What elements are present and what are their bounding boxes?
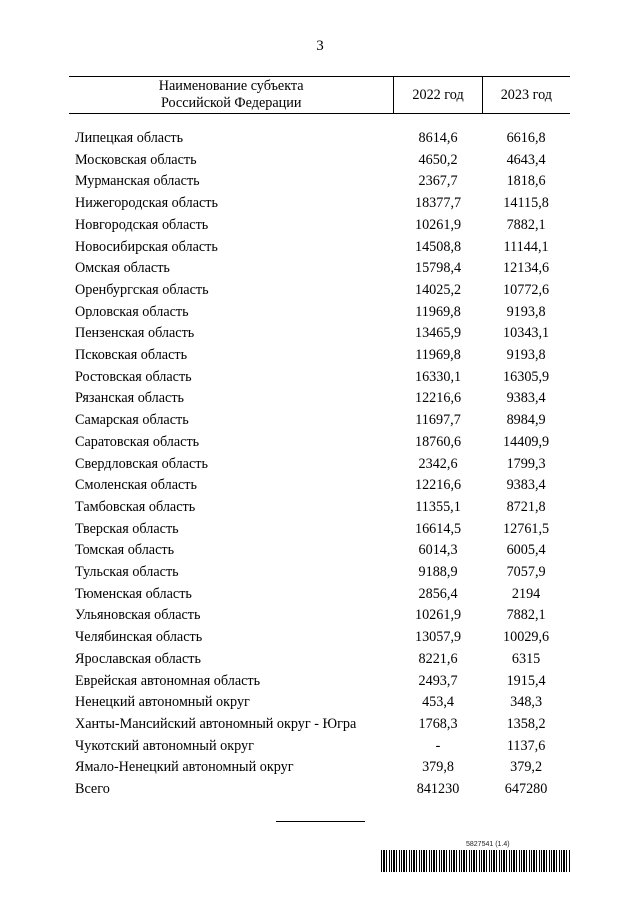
value-2022-cell: 2493,7: [418, 672, 458, 689]
subjects-table: [69, 76, 570, 801]
value-2023-cell: 2194: [511, 585, 541, 602]
value-2023-cell: 1818,6: [506, 173, 546, 190]
subject-name-cell: Новгородская область: [75, 216, 209, 233]
page-number: 3: [316, 38, 324, 54]
value-2022-cell: 1768,3: [418, 715, 458, 732]
value-2023-cell: 10343,1: [503, 325, 550, 342]
table-row: [69, 540, 570, 562]
table-row: [69, 736, 570, 758]
value-2023-cell: 7882,1: [506, 607, 546, 624]
column-header-2023: 2023 год: [482, 77, 570, 114]
value-2023-cell: 9193,8: [506, 347, 546, 364]
value-2022-cell: 379,8: [422, 759, 454, 776]
value-2022-cell: 10261,9: [414, 216, 462, 233]
subject-name-cell: Чукотский автономный округ: [75, 737, 254, 754]
value-2022-cell: 11969,8: [415, 347, 461, 364]
table-row: [69, 193, 570, 215]
table-row: [69, 584, 570, 606]
value-2023-cell: 6616,8: [506, 130, 546, 146]
value-2022-cell: 8614,6: [418, 130, 458, 146]
value-2023-cell: 1799,3: [506, 455, 546, 472]
table-row: [69, 150, 570, 172]
table-row: [69, 432, 570, 454]
value-2022-cell: 12216,6: [414, 477, 462, 494]
value-2022-cell: 453,4: [422, 694, 454, 711]
value-2023-cell: 1358,2: [506, 715, 546, 732]
value-2023-cell: 8984,9: [506, 412, 546, 429]
subject-name-cell: Новосибирская область: [75, 238, 218, 255]
table-row: [69, 345, 570, 367]
subject-name-cell: Тульская область: [75, 564, 179, 581]
subject-name-cell: Псковская область: [75, 347, 188, 364]
value-2022-cell: 13057,9: [414, 629, 462, 646]
table-row: [69, 714, 570, 736]
value-2023-cell: 647280: [504, 781, 548, 798]
table-row: [69, 562, 570, 584]
value-2023-cell: 8721,8: [506, 498, 546, 515]
value-2022-cell: 11697,7: [415, 412, 461, 429]
value-2022-cell: 9188,9: [418, 564, 458, 581]
value-2022-cell: 14508,8: [414, 238, 462, 255]
table-row: [69, 671, 570, 693]
value-2023-cell: 4643,4: [506, 151, 546, 168]
table-row: [69, 649, 570, 671]
value-2022-cell: -: [435, 737, 441, 754]
subject-name-cell: Орловская область: [75, 303, 189, 320]
table-row: [69, 627, 570, 649]
value-2022-cell: 841230: [416, 781, 460, 798]
value-2022-cell: 15798,4: [414, 260, 462, 277]
value-2023-cell: 10772,6: [503, 281, 550, 298]
subject-name-cell: Свердловская область: [75, 455, 208, 472]
value-2023-cell: 379,2: [510, 759, 543, 776]
value-2023-cell: 12134,6: [503, 260, 550, 277]
value-2022-cell: 2342,6: [418, 455, 458, 472]
subject-name-cell: Томская область: [75, 542, 175, 559]
subject-name-cell: Ярославская область: [75, 650, 201, 667]
subject-name-cell: Самарская область: [75, 412, 189, 429]
subject-name-cell: Ульяновская область: [75, 607, 201, 624]
subject-name-cell: Рязанская область: [75, 390, 185, 407]
table-row: [69, 410, 570, 432]
value-2023-cell: 10029,6: [503, 629, 550, 646]
value-2022-cell: 2856,4: [418, 585, 458, 602]
column-header-subject-line2: Российской Федерации: [160, 95, 302, 111]
value-2023-cell: 9383,4: [506, 477, 546, 494]
value-2023-cell: 6005,4: [506, 542, 546, 559]
table-row: [69, 497, 570, 519]
value-2023-cell: 9383,4: [506, 390, 546, 407]
value-2023-cell: 7882,1: [506, 216, 546, 233]
subject-name-cell: Пензенская область: [75, 325, 195, 342]
subject-name-cell: Смоленская область: [75, 477, 197, 494]
column-header-subject: [69, 77, 394, 114]
subject-name-cell: Московская область: [75, 151, 197, 168]
value-2022-cell: 18377,7: [414, 195, 462, 212]
value-2022-cell: 6014,3: [418, 542, 458, 559]
barcode: [381, 850, 571, 872]
subject-name-cell: Тверская область: [75, 520, 179, 537]
value-2022-cell: 12216,6: [414, 390, 462, 407]
value-2023-cell: 7057,9: [506, 564, 546, 581]
subject-name-cell: Омская область: [75, 260, 170, 277]
value-2023-cell: 12761,5: [503, 520, 550, 537]
value-2022-cell: 16614,5: [414, 520, 462, 537]
value-2022-cell: 11969,8: [415, 303, 461, 320]
subject-name-cell: Еврейская автономная область: [75, 672, 261, 689]
value-2023-cell: 14409,9: [503, 433, 550, 450]
column-header-2022: 2022 год: [394, 77, 482, 114]
value-2022-cell: 11355,1: [415, 498, 461, 515]
table-row: [69, 692, 570, 714]
subject-name-cell: Липецкая область: [75, 130, 184, 146]
value-2023-cell: 6315: [511, 650, 541, 667]
subject-name-cell: Саратовская область: [75, 433, 200, 450]
table-row: [69, 280, 570, 302]
table-body: [69, 114, 570, 801]
value-2022-cell: 13465,9: [414, 325, 462, 342]
value-2022-cell: 10261,9: [414, 607, 462, 624]
value-2022-cell: 18760,6: [414, 433, 462, 450]
column-header-subject-line1: Наименование субъекта: [158, 78, 304, 94]
value-2022-cell: 2367,7: [418, 173, 458, 190]
value-2023-cell: 9193,8: [506, 303, 546, 320]
table-row: [69, 605, 570, 627]
subject-name-cell: Всего: [75, 781, 110, 798]
value-2023-cell: 1137,6: [506, 737, 546, 754]
subject-name-cell: Ростовская область: [75, 368, 192, 385]
table-row: [69, 171, 570, 193]
table-row: [69, 128, 570, 150]
subject-name-cell: Ненецкий автономный округ: [75, 694, 250, 711]
table-row: [69, 323, 570, 345]
table-row: [69, 475, 570, 497]
table-row: [69, 367, 570, 389]
header-spacer-row: [69, 114, 570, 129]
table-header-row: [69, 77, 570, 114]
table-row: [69, 215, 570, 237]
table-row: [69, 757, 570, 779]
table-row: [69, 779, 570, 801]
table-row: [69, 519, 570, 541]
value-2022-cell: 8221,6: [418, 650, 458, 667]
value-2023-cell: 1915,4: [506, 672, 546, 689]
value-2022-cell: 14025,2: [414, 281, 462, 298]
table-row: [69, 258, 570, 280]
footer-divider: [276, 821, 365, 822]
table-row: [69, 388, 570, 410]
value-2023-cell: 16305,9: [503, 368, 550, 385]
value-2022-cell: 4650,2: [418, 151, 458, 168]
value-2022-cell: 16330,1: [414, 368, 462, 385]
subject-name-cell: Нижегородская область: [75, 195, 218, 212]
subject-name-cell: Челябинская область: [75, 629, 203, 646]
barcode-label: 5827541 (1.4): [466, 841, 510, 848]
subject-name-cell: Ханты-Мансийский автономный округ - Югра: [75, 715, 357, 732]
subject-name-cell: Мурманская область: [75, 173, 200, 190]
table-row: [69, 454, 570, 476]
table-row: [69, 237, 570, 259]
value-2023-cell: 11144,1: [503, 238, 549, 255]
value-2023-cell: 348,3: [510, 694, 543, 711]
table-row: [69, 302, 570, 324]
subject-name-cell: Оренбургская область: [75, 281, 209, 298]
value-2023-cell: 14115,8: [503, 195, 549, 212]
subject-name-cell: Тамбовская область: [75, 498, 196, 515]
subject-name-cell: Тюменская область: [75, 585, 192, 602]
subject-name-cell: Ямало-Ненецкий автономный округ: [75, 759, 294, 776]
